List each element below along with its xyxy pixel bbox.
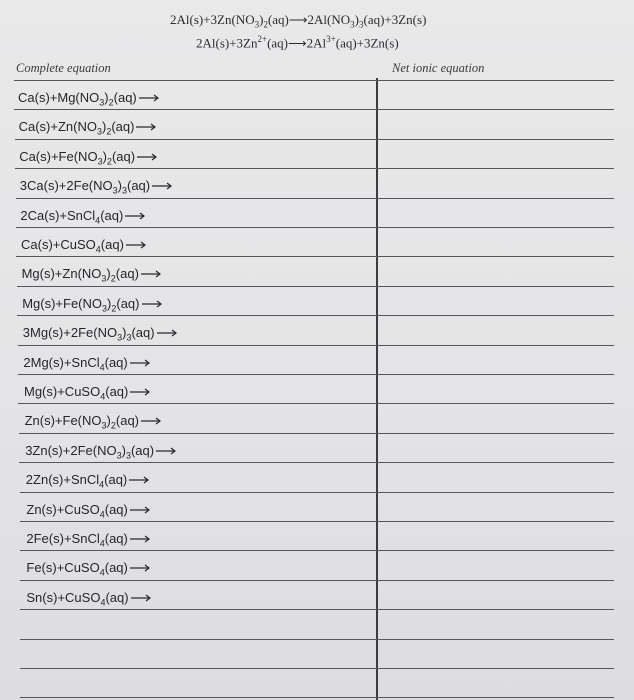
- table-rule: [20, 550, 614, 551]
- equation-subscript: 4: [99, 567, 105, 578]
- equation-text: (aq): [104, 354, 128, 370]
- equation-text: ): [106, 413, 111, 429]
- example-sub: 3: [358, 19, 364, 30]
- complete-equation-cell: [22, 266, 163, 284]
- column-divider: [376, 78, 378, 700]
- reaction-arrow-icon: [129, 591, 153, 606]
- equation-text: (aq): [130, 442, 155, 458]
- equation-text: Ca(s)+Mg(NO: [18, 90, 100, 105]
- equation-text: 2Fe(s)+SnCl: [26, 531, 100, 546]
- equation-text: ): [117, 178, 122, 194]
- equation-subscript: 3: [117, 332, 123, 343]
- complete-equation-cell: [24, 384, 152, 402]
- equation-text: ): [102, 148, 107, 164]
- reaction-arrow-icon: [128, 532, 152, 547]
- example-text: 2Al(NO: [307, 12, 351, 27]
- equation-subscript: 4: [95, 244, 101, 255]
- equation-subscript: 2: [106, 126, 112, 137]
- complete-equation-cell: [26, 502, 151, 520]
- reaction-arrow-icon: [127, 473, 151, 488]
- example-sub: 3: [254, 19, 260, 30]
- equation-text: Mg(s)+Zn(NO: [21, 266, 102, 282]
- equation-text: (aq): [104, 472, 128, 488]
- equation-text: Mg(s)+Fe(NO: [22, 295, 102, 311]
- reaction-arrow-icon: [134, 120, 158, 135]
- example-sup: 2+: [257, 34, 268, 44]
- equation-subscript: 3: [97, 156, 103, 167]
- complete-equation-cell: [25, 443, 178, 461]
- table-rule: [18, 403, 614, 404]
- complete-equation-cell: [22, 296, 163, 314]
- equation-text: Sn(s)+CuSO: [26, 589, 101, 605]
- reaction-arrow-icon: [128, 561, 152, 576]
- equation-text: ): [107, 295, 112, 311]
- equation-subscript: 3: [112, 185, 118, 196]
- equation-subscript: 2: [110, 273, 116, 284]
- table-rule: [20, 521, 614, 522]
- equation-subscript: 3: [101, 420, 107, 431]
- example-text: (aq)+3Zn(s): [335, 35, 399, 51]
- reaction-arrow: ⟶: [288, 35, 307, 51]
- example-text: ): [259, 12, 264, 27]
- table-rule: [17, 315, 614, 316]
- equation-text: (aq): [113, 90, 137, 105]
- equation-subscript: 4: [99, 538, 105, 549]
- equation-text: (aq): [104, 501, 128, 517]
- equation-text: ): [104, 90, 109, 105]
- table-rule: [20, 697, 614, 698]
- equation-subscript: 4: [100, 391, 106, 402]
- equation-subscript: 3: [102, 303, 108, 314]
- equation-text: 3Mg(s)+2Fe(NO: [22, 325, 118, 341]
- equation-text: 2Zn(s)+SnCl: [25, 472, 100, 488]
- complete-equation-cell: [23, 355, 151, 373]
- table-rule: [20, 609, 614, 610]
- complete-equation-cell: [25, 413, 163, 431]
- table-rule: [17, 286, 614, 287]
- equation-text: Ca(s)+Zn(NO: [18, 119, 97, 135]
- equation-subscript: 3: [125, 450, 131, 461]
- reaction-arrow-icon: [128, 356, 152, 371]
- table-rule: [19, 462, 614, 463]
- equation-subscript: 3: [126, 332, 132, 343]
- equation-text: 2Mg(s)+SnCl: [23, 354, 100, 370]
- reaction-arrow-icon: [124, 238, 148, 253]
- reaction-arrow-icon: [139, 414, 163, 429]
- reaction-arrow-icon: [155, 326, 179, 341]
- table-rule: [19, 433, 614, 434]
- equation-text: 2Ca(s)+SnCl: [20, 207, 96, 223]
- equation-text: (aq): [115, 413, 140, 429]
- complete-equation-cell: [23, 325, 179, 343]
- equation-subscript: 3: [96, 126, 102, 137]
- equation-text: (aq): [111, 119, 135, 135]
- reaction-arrow-icon: [128, 503, 152, 518]
- equation-text: (aq): [116, 295, 140, 311]
- equation-subscript: 2: [108, 97, 114, 108]
- example-text: 2Al: [306, 35, 327, 51]
- equation-subscript: 4: [99, 479, 105, 490]
- equation-subscript: 2: [111, 303, 117, 314]
- example-net-ionic-equation: [196, 34, 516, 51]
- complete-equation-cell: [26, 472, 151, 490]
- equation-text: (aq): [105, 384, 129, 399]
- table-rule: [16, 227, 614, 228]
- table-rule: [15, 139, 614, 140]
- equation-subscript: 3: [99, 97, 105, 108]
- equation-text: Fe(s)+CuSO: [26, 560, 100, 576]
- example-sub: 2: [263, 19, 268, 30]
- complete-equation-cell: [18, 90, 161, 108]
- reaction-arrow-icon: [150, 179, 174, 194]
- equation-text: (aq): [127, 178, 151, 194]
- equation-text: ): [122, 325, 127, 341]
- equation-text: (aq): [105, 589, 129, 605]
- equation-text: 3Zn(s)+2Fe(NO: [25, 442, 117, 458]
- table-rule: [18, 374, 614, 375]
- example-text: ): [354, 12, 359, 27]
- reaction-arrow-icon: [139, 267, 163, 282]
- equation-subscript: 3: [116, 450, 122, 461]
- equation-text: (aq): [100, 207, 124, 223]
- example-text: 2Al(s)+3Zn(NO: [170, 12, 255, 27]
- equation-text: (aq): [111, 148, 136, 164]
- table-rule: [15, 168, 614, 169]
- equation-text: ): [121, 442, 126, 458]
- equation-subscript: 4: [99, 509, 105, 520]
- equation-subscript: 4: [95, 215, 101, 226]
- table-rule: [18, 345, 614, 346]
- equation-subscript: 2: [110, 420, 116, 431]
- equation-subscript: 3: [121, 185, 127, 196]
- equation-text: (aq): [104, 531, 128, 546]
- reaction-arrow-icon: [140, 297, 164, 312]
- reaction-arrow-icon: [137, 91, 161, 106]
- complete-equation-cell: [19, 149, 159, 167]
- equation-text: Mg(s)+CuSO: [24, 384, 101, 399]
- reaction-arrow-icon: [128, 385, 152, 400]
- table-rule: [20, 668, 614, 669]
- table-rule: [16, 198, 614, 199]
- reaction-arrow: ⟶: [288, 12, 308, 27]
- equation-text: (aq): [104, 560, 128, 576]
- equation-text: (aq): [100, 237, 124, 252]
- table-rule: [16, 256, 614, 257]
- equation-text: ): [106, 266, 111, 282]
- complete-equation-cell: [20, 208, 147, 226]
- net-ionic-equation-header: Net ionic equation: [392, 61, 485, 75]
- complete-equation-cell: [26, 531, 151, 549]
- equation-subscript: 2: [106, 156, 112, 167]
- equation-subscript: 4: [100, 597, 106, 608]
- example-sub: 3: [350, 19, 355, 30]
- table-rule: [20, 492, 614, 493]
- equation-subscript: 4: [99, 362, 105, 373]
- complete-equation-header: Complete equation: [16, 61, 111, 75]
- table-rule: [14, 80, 614, 81]
- equation-text: Zn(s)+Fe(NO: [24, 413, 102, 429]
- complete-equation-cell: [26, 560, 151, 578]
- equation-text: (aq): [115, 266, 139, 282]
- equation-text: Ca(s)+Fe(NO: [19, 148, 98, 164]
- complete-equation-cell: [20, 178, 174, 196]
- reaction-arrow-icon: [154, 444, 178, 459]
- reaction-arrow-icon: [123, 209, 147, 224]
- table-rule: [20, 580, 614, 581]
- table-rule: [20, 639, 614, 640]
- example-text: (aq)+3Zn(s): [363, 12, 427, 27]
- equation-subscript: 3: [101, 273, 107, 284]
- example-text: (aq): [267, 35, 289, 51]
- complete-equation-cell: [21, 237, 148, 255]
- equation-text: (aq): [131, 325, 155, 341]
- example-text: (aq): [267, 12, 289, 27]
- example-complete-equation: [170, 12, 490, 30]
- table-rule: [14, 109, 614, 110]
- equation-text: 3Ca(s)+2Fe(NO: [19, 178, 113, 194]
- example-sup: 3+: [326, 34, 336, 44]
- reaction-arrow-icon: [135, 150, 159, 165]
- equation-text: Zn(s)+CuSO: [26, 501, 100, 517]
- complete-equation-cell: [19, 119, 159, 137]
- equation-text: Ca(s)+CuSO: [21, 237, 96, 252]
- complete-equation-cell: [26, 590, 152, 608]
- example-text: 2Al(s)+3Zn: [196, 35, 258, 51]
- equation-text: ): [101, 119, 107, 135]
